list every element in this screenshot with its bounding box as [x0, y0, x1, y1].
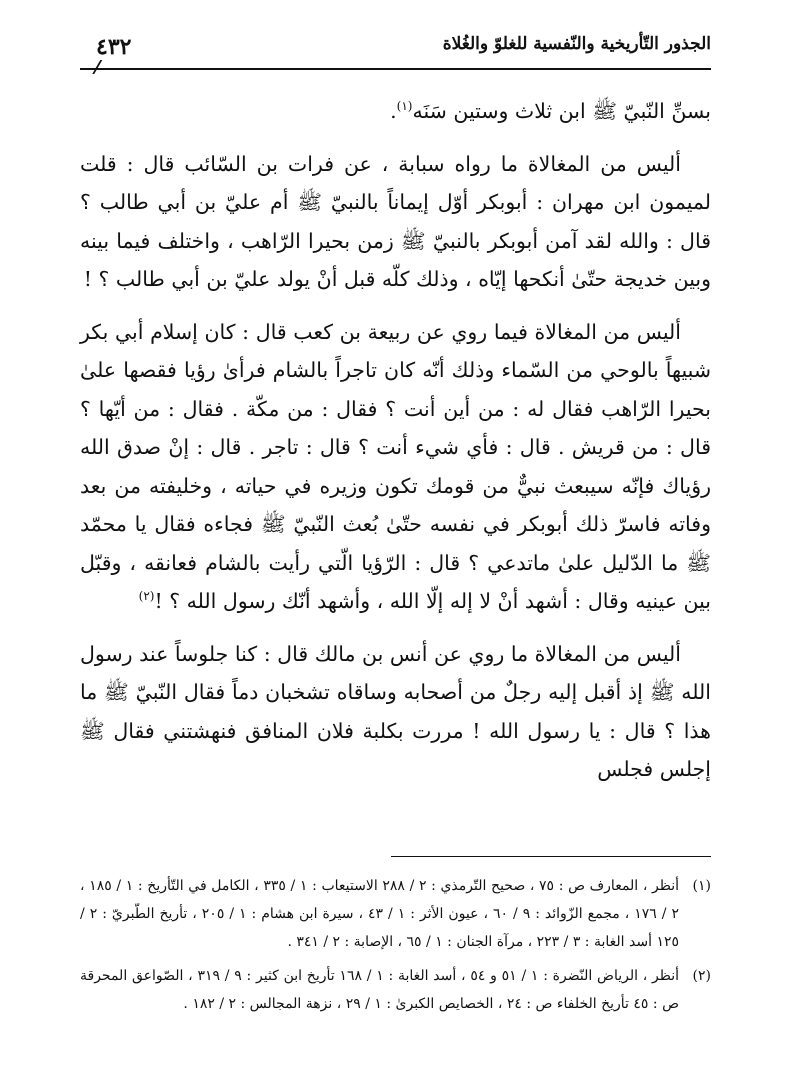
footnote-1-text: أنظر ، المعارف ص : ٧٥ ، صحيح التّرمذي : ٢ / ٢٨٨ الاستيعاب : ١ / ٣٣٥ ، الكامل في التّأريخ : ١ / ١٨٥ ، ٢ / ١٧٦ ، مجمع الزّوائد : ٩ / ٦٠ ، عيون الأثر : ١ / ٤٣ ، سيرة ابن هشام : ١ / ٢٠٥ ، تأريخ الطّبريّ : ٢ / ١٢٥ أسد الغابة : ٣ / ٢٢٣ ، مرآة الجنان : ١ / ٦٥ ، الإصابة : ٢ / ٣٤١ . — [80, 878, 679, 950]
paragraph-4 — [80, 635, 711, 789]
paragraph-4-text: أليس من المغالاة ما روي عن أنس بن مالك قال : كنا جلوساً عند رسول الله ﷺ إذ أقبل إليه رجلٌ من أصحابه وساقاه تشخبان دماً فقال النّبيّ ﷺ ما هذا ؟ قال : يا رسول الله ! مررت بكلبة فلان المنافق فنهشتني فقال ﷺ إجلس فجلس — [80, 641, 711, 781]
paragraph-1 — [80, 92, 711, 131]
footnotes — [80, 872, 711, 1024]
footnote-1 — [80, 872, 711, 956]
footnote-ref-1: (١) — [396, 99, 413, 114]
page-number: ٤٣٢ — [90, 34, 137, 60]
header-rule — [80, 68, 711, 70]
paragraph-3 — [80, 313, 711, 621]
footnote-ref-2: (٢) — [138, 589, 155, 604]
running-title: الجذور التّأريخية والنّفسية للغلوّ والغُلاة — [442, 34, 711, 54]
footnote-2 — [80, 962, 711, 1018]
main-text — [80, 92, 711, 803]
footnote-2-text: أنظر ، الرياض النّضرة : ١ / ٥١ و ٥٤ ، أسد الغابة : ١ / ١٦٨ تأريخ ابن كثير : ٩ / ٣١٩ ، الصّواعق المحرقة ص : ٤٥ تأريخ الخلفاء ص : ٢٤ ، الخصايص الكبرىٰ : ١ / ٢٩ ، نزهة المجالس : ٢ / ١٨٢ . — [80, 968, 680, 1012]
paragraph-2 — [80, 145, 711, 299]
footnote-separator — [391, 856, 711, 857]
paragraph-1-text: بسنِّ النّبيّ ﷺ ابن ثلاث وستين سَنَه — [412, 99, 711, 123]
running-header — [80, 28, 711, 70]
paragraph-3-text: أليس من المغالاة فيما روي عن ربيعة بن كعب قال : كان إسلام أبي بكر شبيهاً بالوحي من السّماء وذلك أنّه كان تاجراً بالشام فرأىٰ رؤيا فقصها علىٰ بحيرا الرّاهب فقال له : من أين أنت ؟ فقال : من مكّة . فقال : من أيّها ؟ قال : من قريش . قال : فأي شيء أنت ؟ قال : تاجر . قال : إنْ صدق الله رؤياك فإنّه سيبعث نبيٌّ من قومك تكون وزيره في حياته ، وخليفته من بعد وفاته فاسرّ ذلك أبوبكر في نفسه حتّىٰ بُعث النّبيّ ﷺ فجاءه فقال يا محمّد ﷺ ما الدّليل علىٰ ماتدعي ؟ قال : الرّؤيا الّتي رأيت بالشام فعانقه ، وقبّل بين عينيه وقال : أشهد أنْ لا إله إلّا الله ، وأشهد أنّك رسول الله ؟ ! — [80, 319, 711, 613]
footnote-1-number: (١) — [692, 878, 711, 894]
footnote-2-number: (٢) — [692, 968, 711, 984]
paragraph-2-text: أليس من المغالاة ما رواه سبابة ، عن فرات بن السّائب قال : قلت لميمون ابن مهران : أبوبكر أوّل إيماناً بالنبيّ ﷺ أم عليّ بن أبي طالب ؟ قال : والله لقد آمن أبوبكر بالنبيّ ﷺ زمن بحيرا الرّاهب ، واختلف فيما بينه وبين خديجة حتّىٰ أنكحها إيّاه ، وذلك كلّه قبل أنْ يولد عليّ بن أبي طالب ؟ ! — [80, 151, 711, 291]
paragraph-1-end: . — [390, 99, 397, 123]
